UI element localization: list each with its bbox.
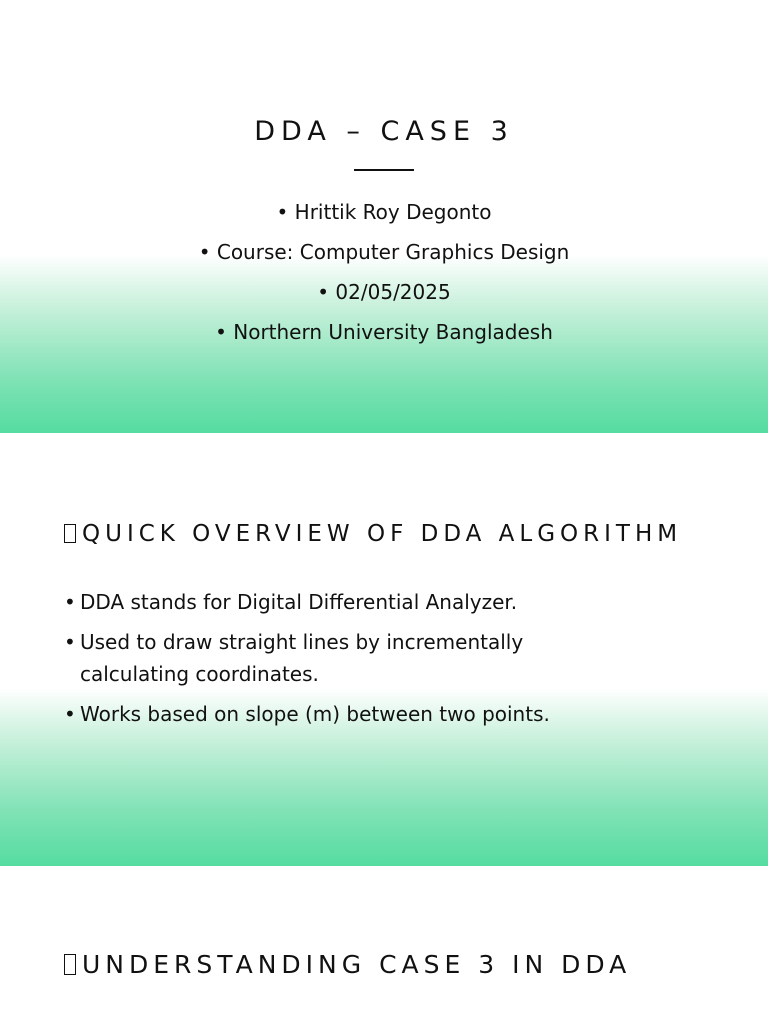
bullet-item: • Works based on slope (m) between two points. <box>64 698 664 730</box>
overview-slide <box>0 433 768 866</box>
date-line: • 02/05/2025 <box>317 280 451 304</box>
institution-line: • Northern University Bangladesh <box>215 320 553 344</box>
title-underline <box>354 169 414 171</box>
section-title <box>64 521 682 547</box>
course-line: • Course: Computer Graphics Design <box>198 240 570 264</box>
missing-glyph-icon <box>64 524 76 543</box>
section-title <box>64 950 631 979</box>
section-title-text: QUICK OVERVIEW OF DDA ALGORITHM <box>82 521 683 547</box>
title-slide <box>0 0 768 433</box>
bullet-item: • Used to draw straight lines by incrementally calculating coordinates. <box>64 626 600 690</box>
slide-title: DDA – CASE 3 <box>254 116 514 147</box>
missing-glyph-icon <box>64 954 76 975</box>
case3-slide <box>0 866 768 1024</box>
author-line: • Hrittik Roy Degonto <box>276 200 492 224</box>
bullet-list <box>64 586 664 738</box>
subtitle-list <box>0 197 768 357</box>
section-title-text: UNDERSTANDING CASE 3 IN DDA <box>82 950 632 979</box>
bullet-item: • DDA stands for Digital Differential Analyzer. <box>64 586 664 618</box>
